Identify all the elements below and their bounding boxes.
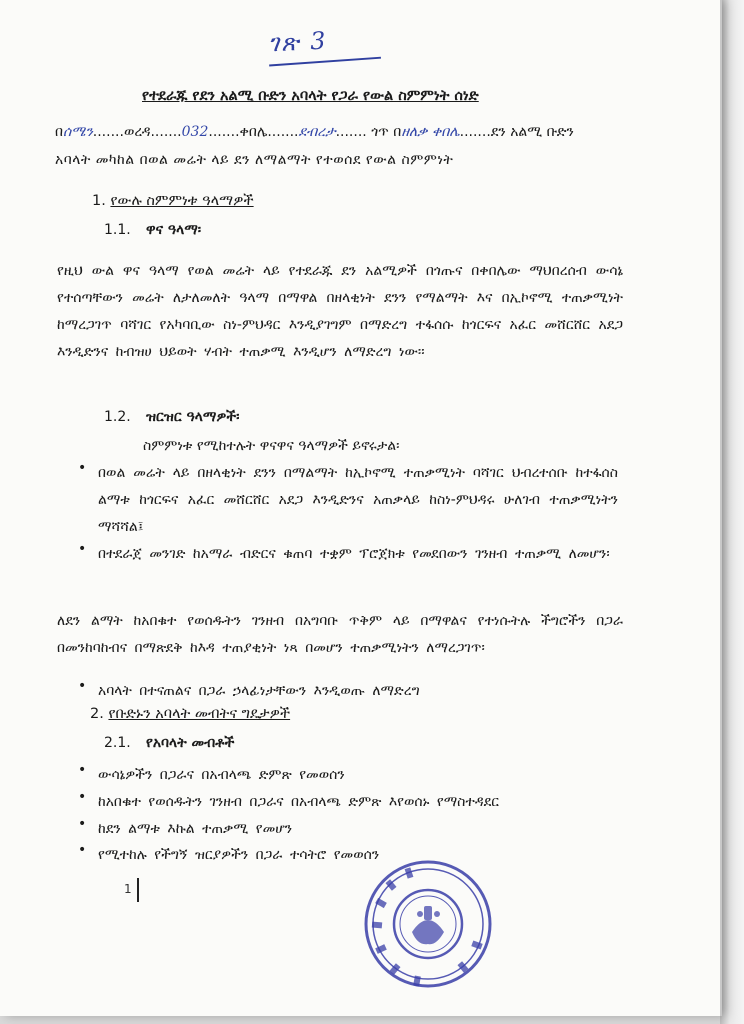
kebele-value: ደብረታ — [298, 124, 336, 140]
dots: ....... — [335, 124, 367, 140]
handwritten-note-text: ገጽ 3 — [267, 26, 329, 58]
bullet-text: በወል መሬት ላይ በዘላቂነት ደንን በማልማት ከኢኮኖሚ ተጠቃሚነት ባሻገር ህብረተሰቡ ከተፋሰስ ልማቱ ከጎርፍና አፈር መሸርሸር አደጋ እንዲድንና አጠቃላይ ከስነ-ምህዳሩ ሁለገብ ተጠቃሚነትን ማሻሻል፤ — [98, 465, 618, 535]
section-title: ዝርዝር ዓላማዎች፡ — [146, 409, 240, 425]
objectives-intro: ስምምነቱ የሚከተሉት ዋናዋና ዓላማዎች ይኖሩታል፡ — [143, 438, 400, 454]
bullet-text: ከደን ልማቱ እኩል ተጠቃሚ የመሆን — [98, 821, 293, 837]
got-value: ዘለቃ ቀበሌ — [401, 124, 460, 140]
dots: ....... — [150, 124, 182, 140]
section-title: የውሉ ስምምነቱ ዓላማዎች — [110, 193, 254, 209]
bullet-text: በተደራጀ መንገድ ከአማራ ብድርና ቁጠባ ተቋም ፕሮጀክቱ የመደበውን ገንዘብ ተጠቃሚ ለመሆን፡ — [98, 546, 610, 562]
scanner-edge — [720, 0, 744, 1024]
handwritten-underline — [269, 57, 381, 67]
label-zone: በ — [55, 124, 64, 140]
label-kebele: ቀበሌ — [239, 124, 268, 140]
header-line-2: አባላት መካከል በወል መሬት ላይ ደን ለማልማት የተወሰደ የውል ስምምነት — [55, 152, 454, 168]
section-number: 1.1. — [104, 222, 131, 238]
bullet-text: ውሳኔዎችን በጋራና በአብላጫ ድምጽ የመወሰን — [98, 767, 345, 783]
zone-value: ሰሜን — [63, 124, 93, 140]
section-title: የቡድኑን አባላት መብትና ግዴታዎች — [108, 706, 291, 722]
woreda-value: 032 — [181, 124, 209, 140]
section-2-heading — [90, 706, 290, 722]
section-number: 2.1. — [104, 735, 131, 751]
dots: ....... — [92, 124, 124, 140]
page-number-bar — [137, 878, 139, 902]
bullet-dot-icon: • — [78, 460, 87, 476]
bullet-dot-icon: • — [78, 789, 87, 805]
bullet-dot-icon: • — [78, 678, 87, 694]
section-1-heading — [92, 193, 254, 209]
section-1-1-heading — [104, 222, 201, 238]
section-title: የአባላት መብቶች — [146, 735, 235, 751]
section-2-1-heading — [104, 735, 234, 751]
label-group: ደን አልሚ ቡድን — [490, 124, 574, 140]
page-number: 1 — [124, 882, 132, 896]
section-1-2-heading — [104, 409, 239, 425]
bullet-text: ከአበቁተ የወሰዱትን ገንዘብ በጋራና በአብላጫ ድምጽ እየወሰኑ የማስተዳደር — [98, 794, 499, 810]
label-got: ጎጥ በ — [371, 124, 402, 140]
header-fill-line — [55, 124, 574, 140]
bullet-dot-icon: • — [78, 842, 87, 858]
section-number: 2. — [90, 706, 104, 722]
official-stamp-icon — [360, 854, 500, 994]
bullet-dot-icon: • — [78, 762, 87, 778]
dots: ....... — [267, 124, 299, 140]
dots: ....... — [208, 124, 240, 140]
handwritten-page-note — [267, 26, 328, 57]
bullet-dot-icon: • — [78, 541, 87, 557]
loan-paragraph: ለደን ልማት ከአበቁተ የወሰዱትን ገንዘብ በአግባቡ ጥቅም ላይ በማዋልና የተነሱትሉ ችግሮችን በጋራ በመንከባከብና በማጽደቅ ከእዳ ተጠያቂነት ነጻ በመሆን ተጠቃሚነትን ለማረጋገጥ፡ — [57, 613, 623, 656]
bullet-dot-icon: • — [78, 816, 87, 832]
section-number: 1. — [92, 193, 106, 209]
section-number: 1.2. — [104, 409, 131, 425]
main-objective-paragraph: የዚህ ውል ዋና ዓላማ የወል መሬት ላይ የተደራጁ ደን አልሚዎች በጎጡና በቀበሌው ማህበረሰብ ውሳኔ የተሰጣቸውን መሬት ለታለመለት ዓላማ በማዋል በዘላቂነት ደንን የማልማት እና በኢኮኖሚ ተጠቃሚነት ከማረጋገጥ ባሻገር የአካባቢው ስነ-ምህዳር እንዲያገግም በማድረግ ተፋሰሱ ከጎርፍና አፈር መሸርሸር አደጋ እንዲድንና ከብዝሀ ህይወት ሃብት ተጠቃሚ እንዲሆን ለማድረግ ነው፡፡ — [57, 263, 623, 360]
document-title: የተደራጁ የደን አልሚ ቡድን አባላት የጋራ የውል ስምምነት ሰነድ — [142, 88, 479, 104]
bullet-text: አባላት በተናጠልና በጋራ ኃላፊነታቸውን እንዲወጡ ለማድረግ — [98, 683, 420, 699]
bullet-text: የሚተከሉ የችግኝ ዝርያዎችን በጋራ ተሳትሮ የመወሰን — [98, 847, 380, 863]
dots: ....... — [459, 124, 491, 140]
label-woreda: ወረዳ — [123, 124, 151, 140]
section-title: ዋና ዓላማ፡ — [146, 222, 202, 238]
